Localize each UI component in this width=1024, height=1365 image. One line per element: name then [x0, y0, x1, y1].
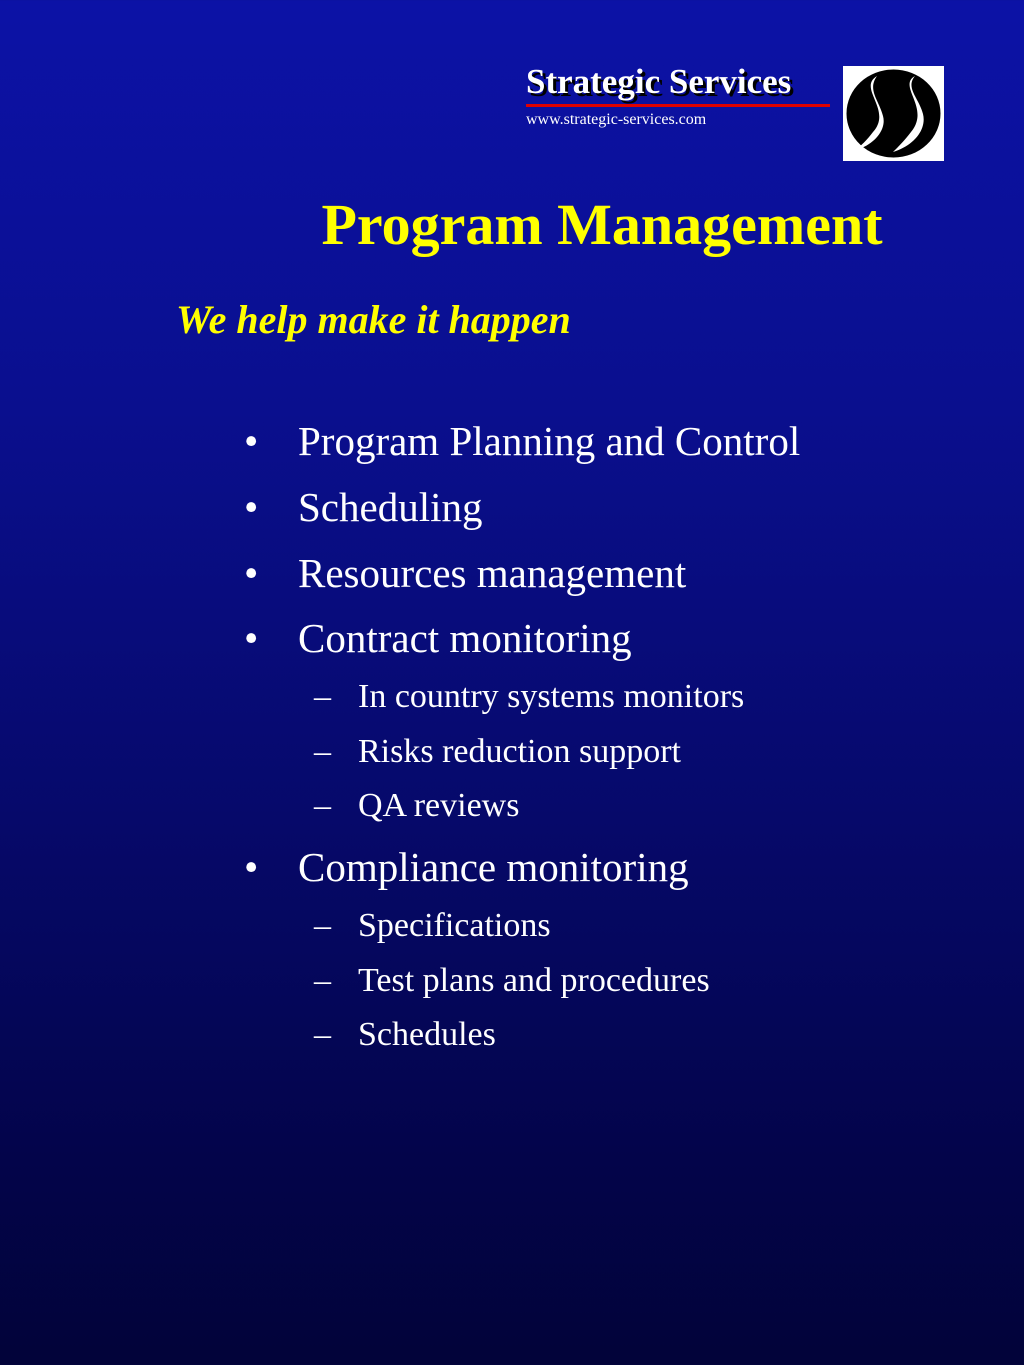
tagline: We help make it happen	[176, 297, 571, 342]
brand-url: www.strategic-services.com	[526, 111, 707, 128]
sub-list-item-label: Specifications	[358, 907, 551, 944]
brand-underline	[526, 104, 830, 107]
brand-name: Strategic Services	[526, 62, 792, 101]
list-item-label: Program Planning and Control	[298, 418, 801, 464]
bullet-marker: •	[244, 615, 259, 661]
bullet-marker: •	[244, 844, 259, 890]
bullet-marker: •	[244, 484, 259, 530]
sub-list-item-label: Risks reduction support	[358, 733, 681, 770]
sub-list-item-label: In country systems monitors	[358, 678, 745, 715]
brand-block	[526, 62, 831, 130]
sub-list-item-label: QA reviews	[358, 787, 520, 824]
sub-list-item-label: Test plans and procedures	[358, 962, 710, 999]
dash-marker: –	[314, 787, 331, 824]
ss-swirl-logo-icon	[843, 66, 944, 161]
list-item-label: Compliance monitoring	[298, 844, 689, 890]
list-item-label: Scheduling	[298, 484, 483, 530]
sub-list-item-label: Schedules	[358, 1016, 496, 1053]
list-item-label: Contract monitoring	[298, 615, 632, 661]
dash-marker: –	[314, 678, 331, 715]
dash-marker: –	[314, 1016, 331, 1053]
list-item-label: Resources management	[298, 550, 687, 596]
dash-marker: –	[314, 962, 331, 999]
page-title: Program Management	[321, 192, 883, 257]
bullet-marker: •	[244, 550, 259, 596]
bullet-marker: •	[244, 418, 259, 464]
dash-marker: –	[314, 907, 331, 944]
dash-marker: –	[314, 733, 331, 770]
